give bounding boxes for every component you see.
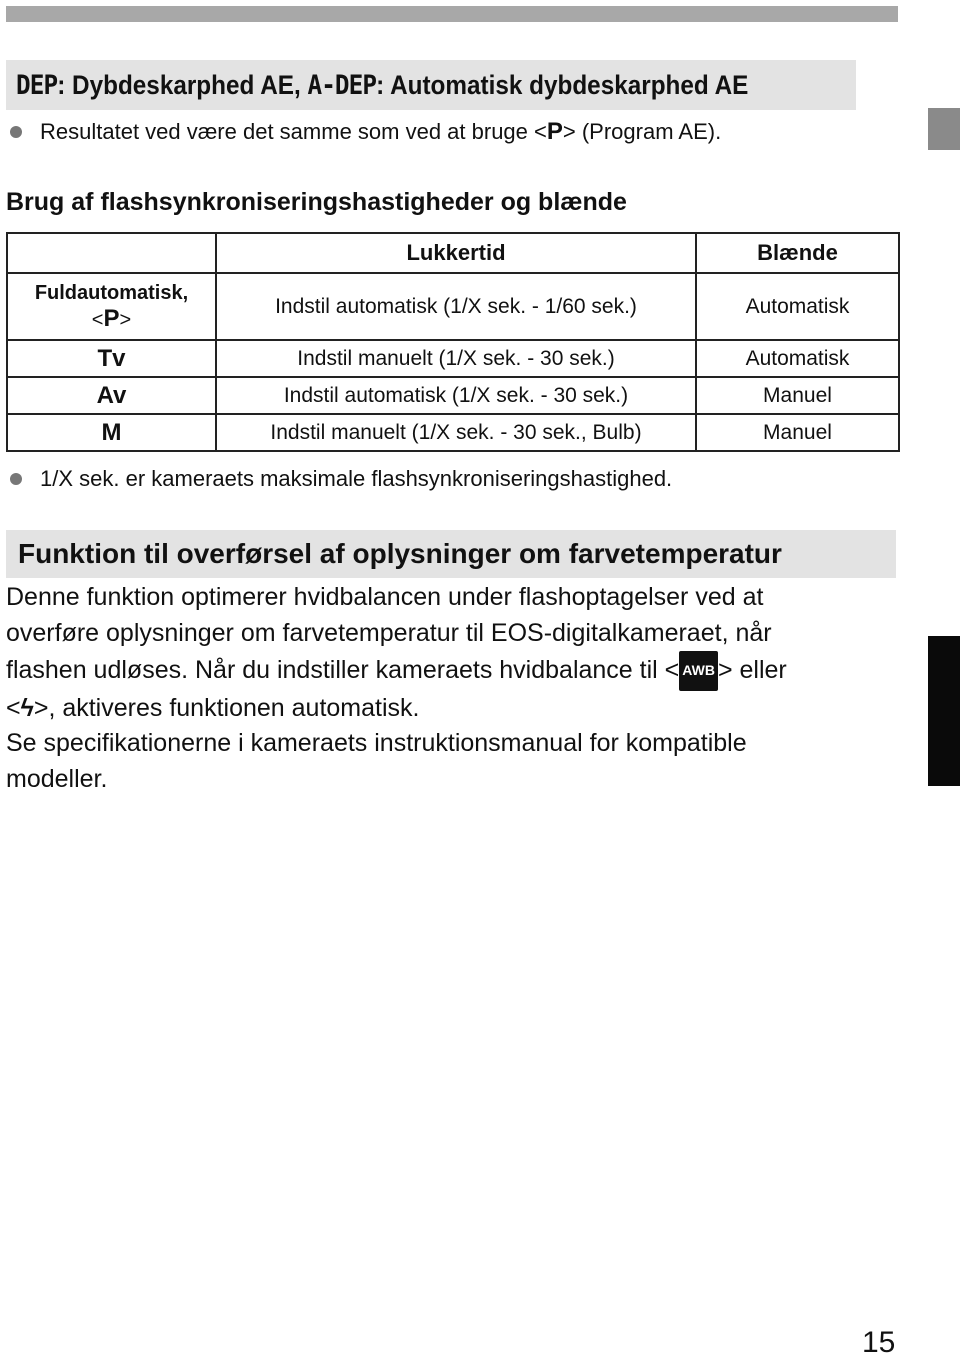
mode-full-auto-label: Fuldautomatisk, xyxy=(34,282,189,304)
paragraph-text: < xyxy=(6,693,21,722)
mode-bracket-close: > xyxy=(119,309,132,331)
adep-symbol: A-DEP xyxy=(307,69,377,101)
flash-icon: ϟ xyxy=(20,693,34,722)
mode-cell-av: Av xyxy=(7,377,216,414)
top-bar xyxy=(6,6,898,22)
table-row xyxy=(7,340,899,377)
paragraph-text: > eller xyxy=(717,656,787,685)
flash-table xyxy=(6,232,900,452)
page-number: 15 xyxy=(862,1326,896,1359)
bullet2-text: 1/X sek. er kameraets maksimale flashsynkroniseringshastighed. xyxy=(40,466,673,491)
p-mode-symbol: P xyxy=(103,305,120,332)
bullet-dot-icon xyxy=(10,473,22,485)
aperture-cell: Automatisk xyxy=(696,273,899,340)
table-header-empty xyxy=(7,233,216,273)
bullet-program-ae xyxy=(10,118,721,146)
shutter-cell: Indstil manuelt (1/X sek. - 30 sek.) xyxy=(216,340,696,377)
mode-cell-full-auto xyxy=(7,273,216,340)
paragraph-text: flashen udløses. Når du indstiller kameraets hvidbalance til < xyxy=(6,656,680,685)
mode-bracket-open: < xyxy=(91,309,104,331)
aperture-cell: Manuel xyxy=(696,414,899,451)
aperture-cell: Automatisk xyxy=(696,340,899,377)
shutter-cell: Indstil automatisk (1/X sek. - 30 sek.) xyxy=(216,377,696,414)
shutter-cell: Indstil automatisk (1/X sek. - 1/60 sek.) xyxy=(216,273,696,340)
table-row xyxy=(7,377,899,414)
section-title xyxy=(6,60,856,110)
bullet1-text: Resultatet ved være det samme som ved at bruge < xyxy=(40,119,547,144)
flash-heading: Brug af flashsynkroniseringshastigheder og blænde xyxy=(6,188,627,216)
dep-symbol: DEP xyxy=(16,69,58,101)
paragraph-text: >, aktiveres funktionen automatisk. xyxy=(33,693,420,722)
paragraph-line: Denne funktion optimerer hvidbalancen under flashoptagelser ved at xyxy=(6,583,764,611)
bullet-dot-icon xyxy=(10,126,22,138)
table-row xyxy=(7,414,899,451)
table-header-row xyxy=(7,233,899,273)
table-row xyxy=(7,273,899,340)
bullet-sync-speed xyxy=(10,466,672,492)
color-temp-heading: Funktion til overførsel af oplysninger om farvetemperatur xyxy=(6,530,896,578)
mode-cell-m: M xyxy=(7,414,216,451)
paragraph-line: modeller. xyxy=(6,764,108,793)
bullet1-text-after: > (Program AE). xyxy=(562,119,722,144)
table-header-aperture: Blænde xyxy=(696,233,899,273)
shutter-cell: Indstil manuelt (1/X sek. - 30 sek., Bulb) xyxy=(216,414,696,451)
side-tab-gray xyxy=(928,108,960,150)
side-tab-black xyxy=(928,636,960,786)
dep-label: : Dybdeskarphed AE, xyxy=(57,69,308,100)
paragraph-line xyxy=(6,651,906,691)
adep-label: : Automatisk dybdeskarphed AE xyxy=(376,69,749,100)
paragraph-line: overføre oplysninger om farvetemperatur til EOS-digitalkameraet, når xyxy=(6,618,772,647)
table-header-shutter: Lukkertid xyxy=(216,233,696,273)
color-temp-paragraph xyxy=(6,580,906,798)
aperture-cell: Manuel xyxy=(696,377,899,414)
p-mode-symbol: P xyxy=(546,118,563,145)
mode-cell-tv: Tv xyxy=(7,340,216,377)
paragraph-line: Se specifikationerne i kameraets instruktionsmanual for kompatible xyxy=(6,729,747,758)
paragraph-line xyxy=(6,691,906,727)
awb-icon: AWB xyxy=(679,651,718,691)
